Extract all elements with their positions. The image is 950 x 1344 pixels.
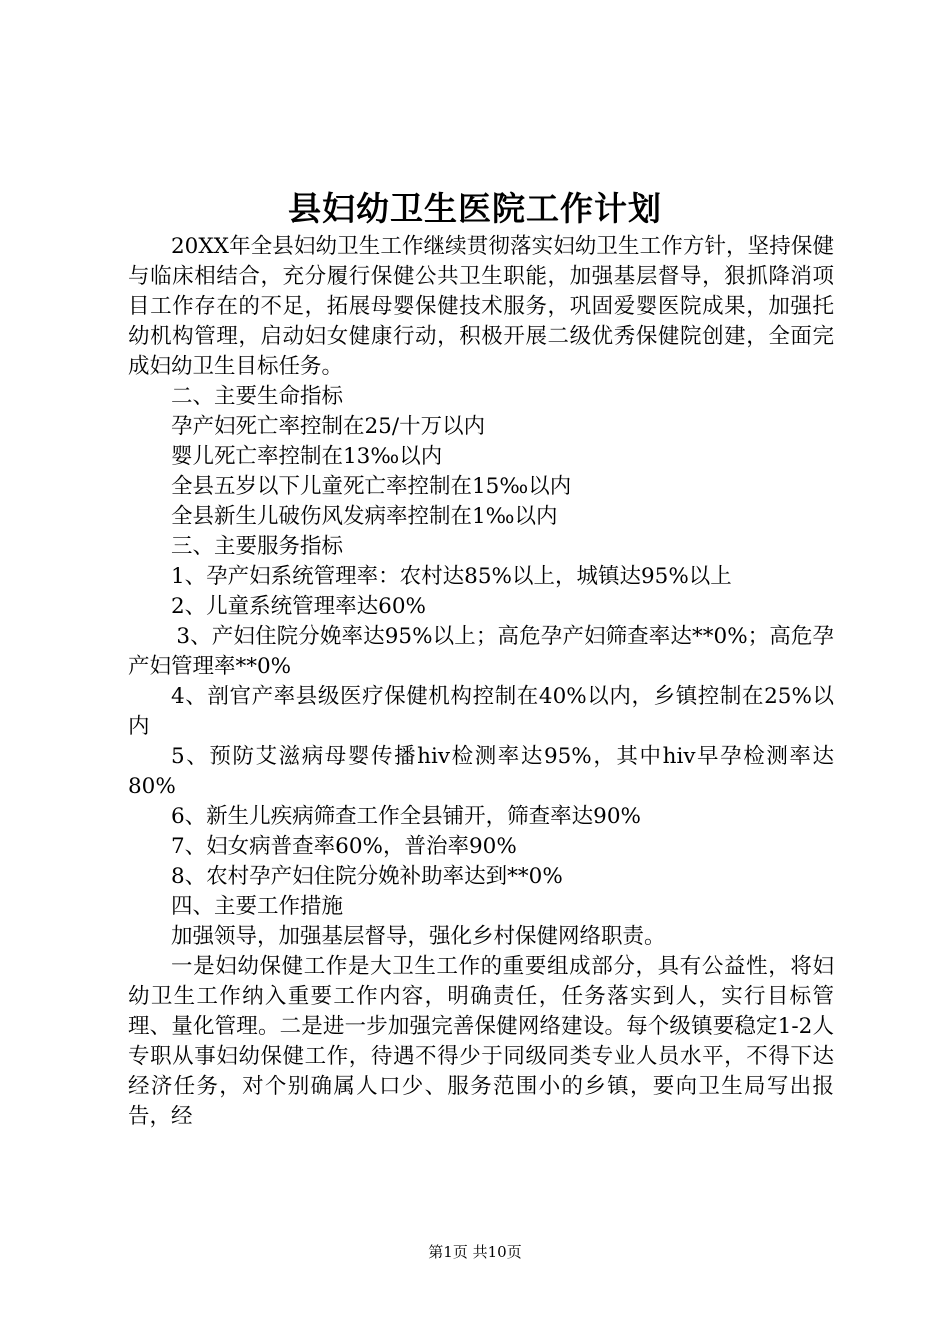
- paragraph-strengthen-leadership: 加强领导，加强基层督导，强化乡村保健网络职责。: [171, 924, 666, 949]
- heading-work-measures: 四、主要工作措施: [171, 894, 344, 919]
- paragraph-indicator-3: 3、产妇住院分娩率达95%以上；高危孕产妇筛查率达**0%；高危孕产妇管理率**0%: [128, 624, 834, 679]
- document-title: 县妇幼卫生医院工作计划: [288, 189, 662, 228]
- paragraph-intro: 20XX年全县妇幼卫生工作继续贯彻落实妇幼卫生工作方针，坚持保健与临床相结合，充分履行保健公共卫生职能，加强基层督导，狠抓降消项目工作存在的不足，拓展母婴保健技术服务，巩固爱婴医院成果，加强托幼机构管理，启动妇女健康行动，积极开展二级优秀保健院创建，全面完成妇幼卫生目标任务。: [128, 234, 834, 379]
- paragraph-maternal-mortality: 孕产妇死亡率控制在25/十万以内: [171, 414, 486, 439]
- page-footer: 第1页 共10页: [428, 1243, 522, 1261]
- paragraph-indicator-1: 1、孕产妇系统管理率：农村达85%以上，城镇达95%以上: [171, 564, 732, 589]
- paragraph-indicator-4: 4、剖官产率县级医疗保健机构控制在40%以内，乡镇控制在25%以内: [128, 684, 834, 739]
- paragraph-under-five-mortality: 全县五岁以下儿童死亡率控制在15‰以内: [171, 474, 572, 499]
- document-body: [128, 232, 834, 1132]
- paragraph-indicator-2: 2、儿童系统管理率达60%: [171, 594, 426, 619]
- paragraph-measures-detail: 一是妇幼保健工作是大卫生工作的重要组成部分，具有公益性，将妇幼卫生工作纳入重要工作内容，明确责任，任务落实到人，实行目标管理、量化管理。二是进一步加强完善保健网络建设。每个级镇要稳定1-2人专职从事妇幼保健工作，待遇不得少于同级同类专业人员水平，不得下达经济任务，对个别确属人口少、服务范围小的乡镇，要向卫生局写出报告，经: [128, 954, 834, 1129]
- paragraph-indicator-6: 6、新生儿疾病筛查工作全县铺开，筛查率达90%: [171, 804, 641, 829]
- paragraph-indicator-7: 7、妇女病普查率60%，普治率90%: [171, 834, 517, 859]
- paragraph-indicator-5: 5、预防艾滋病母婴传播hiv检测率达95%，其中hiv早孕检测率达80%: [128, 744, 834, 799]
- paragraph-infant-mortality: 婴儿死亡率控制在13‰以内: [171, 444, 443, 469]
- paragraph-neonatal-tetanus: 全县新生儿破伤风发病率控制在1‰以内: [171, 504, 558, 529]
- paragraph-indicator-8: 8、农村孕产妇住院分娩补助率达到**0%: [171, 864, 563, 889]
- heading-service-indicators: 三、主要服务指标: [171, 534, 344, 559]
- heading-life-indicators: 二、主要生命指标: [171, 384, 344, 409]
